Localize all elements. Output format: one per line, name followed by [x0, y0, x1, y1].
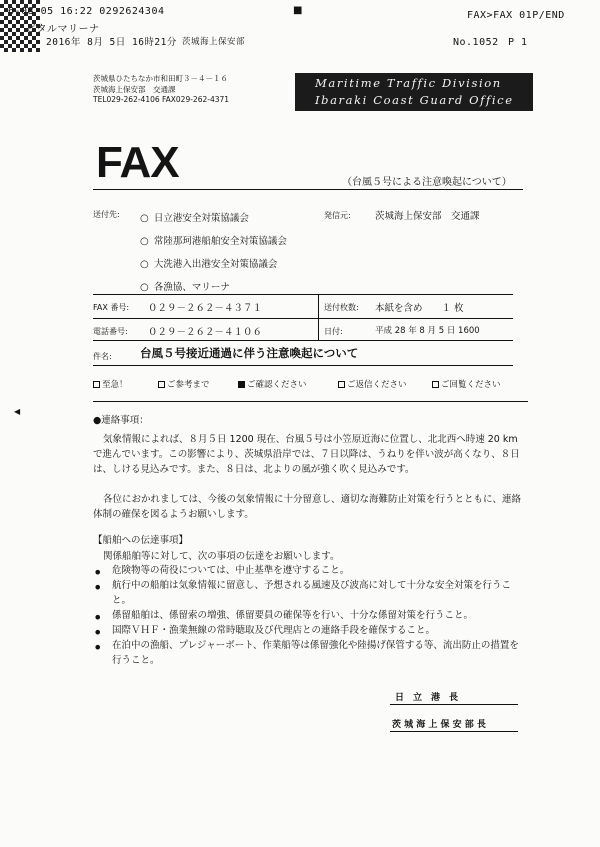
notes-para-2: 各位におかれましては、今後の気象情報に十分留意し、適切な海難防止対策を行うとともに、連絡体制の確保を図るようお願いします。 [93, 494, 522, 520]
form-line-1 [93, 294, 513, 295]
notes-heading: ●連絡事項： [93, 415, 149, 426]
bullet-icon: • [93, 638, 103, 657]
square-mark-icon: ■ [293, 5, 303, 16]
from-value: 茨城海上保安部 交通課 [375, 211, 480, 222]
checkbox-reply: ご返信ください [338, 378, 407, 390]
from-label: 発信元: [324, 211, 351, 220]
sender-office: 茨城海上保安部 交通課 [93, 85, 176, 94]
checkbox-icon [338, 381, 345, 388]
checkbox-underline [93, 401, 528, 402]
circle-icon: ○ [140, 282, 149, 293]
fax-header-line1: 6-08-05 16:22 0292624304 [8, 6, 165, 17]
checkbox-reference: ご参考まで [158, 378, 210, 390]
bullet-icon: • [93, 608, 103, 627]
date-value: 平成 28 年 8 月 5 日 1600 [375, 326, 480, 336]
subject-value: 台風５号接近通過に伴う注意喚起について [140, 346, 359, 360]
form-line-3 [93, 340, 513, 341]
recipient-3: ○ 大洗港入出港安全対策協議会 [140, 259, 278, 270]
form-line-2 [93, 318, 513, 319]
bullet-icon: • [93, 578, 103, 597]
checkbox-confirm: ご確認ください [238, 378, 307, 390]
sender-address: 茨城県ひたちなか市和田町３－４－１６ [93, 74, 228, 83]
signature-ibaraki: 茨 城 海 上 保 安 部 長 [392, 720, 486, 730]
signature-line-1 [390, 704, 518, 705]
circle-icon: ○ [140, 213, 149, 224]
checkbox-circulate: ご回覧ください [432, 378, 501, 390]
circle-icon: ○ [140, 259, 149, 270]
checkbox-icon [93, 381, 100, 388]
tel-number-value: ０２９－２６２－４１０６ [148, 327, 263, 338]
division-banner [295, 73, 533, 111]
sender-tel-fax: TEL029-262-4106 FAX029-262-4371 [93, 95, 230, 104]
pages-value: 本紙を含め １ 枚 [375, 303, 464, 314]
fax-header-date: 2016年 8月 5日 16時21分 [46, 37, 177, 48]
subject-title: （台風５号による注意喚起について） [342, 177, 512, 188]
section-intro: 関係船舶等に対して、次の事項の伝達をお願いします。 [103, 551, 340, 562]
fax-number-label: FAX 番号: [93, 303, 130, 312]
fax-header-right: FAX>FAX 01P/END [467, 10, 565, 21]
list-item-4: 国際ＶＨＦ・漁業無線の常時聴取及び代理店との連絡手段を確保すること。 [112, 625, 436, 636]
checkbox-urgent: 至急！ [93, 378, 128, 390]
signature-hitachi: 日 立 港 長 [395, 693, 459, 703]
banner-line2: Ibaraki Coast Guard Office [315, 93, 514, 107]
to-label: 送付先: [93, 210, 120, 219]
checkbox-icon [158, 381, 165, 388]
recipient-4: ○ 各漁協、マリーナ [140, 282, 230, 293]
subject-label: 件名: [93, 352, 112, 361]
recipient-2: ○ 常陸那珂港船舶安全対策協議会 [140, 236, 287, 247]
section-heading: 【船舶への伝達事項】 [93, 535, 189, 546]
fax-number-value: ０２９－２６２－４３７１ [148, 303, 263, 314]
margin-arrow-icon: ◀ [14, 407, 21, 416]
date-label: 日付: [324, 327, 343, 336]
banner-line1: Maritime Traffic Division [315, 76, 502, 90]
list-item-3: 係留船舶は、係留索の増強、係留要員の確保等を行い、十分な係留対策を行うこと。 [112, 610, 474, 621]
form-line-4 [93, 365, 513, 366]
tel-number-label: 電話番号: [93, 327, 128, 336]
list-item-2: 航行中の船舶は気象情報に留意し、予想される風速及び波高に対して十分な安全対策を行うこと。 [112, 580, 512, 606]
list-item-1: 危険物等の荷役については、中止基準を遵守すること。 [112, 565, 350, 576]
bullet-icon: • [93, 563, 103, 582]
fax-header-no: No.1052 [453, 37, 499, 48]
checkbox-checked-icon [238, 381, 245, 388]
bullet-icon: • [93, 623, 103, 642]
checkbox-icon [432, 381, 439, 388]
title-underline [93, 189, 523, 190]
fax-header-line2: ビタルマリーナ [26, 24, 100, 35]
recipient-1: ○ 日立港安全対策協議会 [140, 213, 249, 224]
circle-icon: ○ [140, 236, 149, 247]
list-item-5: 在泊中の漁船、プレジャーボート、作業船等は係留強化や陸揚げ保管する等、流出防止の措置を行うこと。 [112, 640, 519, 666]
fax-header-page: P 1 [508, 37, 528, 48]
fax-header-sender: 茨城海上保安部 [182, 37, 246, 47]
pages-label: 送付枚数: [324, 303, 359, 312]
form-divider [318, 294, 319, 340]
fax-logo: FAX [96, 138, 179, 187]
notes-para-1: 気象情報によれば、８月５日 1200 現在、台風５号は小笠原近海に位置し、北北西へ時速 20 kmで進んでいます。この影響により、茨城県沿岸では、７日以降は、うねりを伴い波が高くなり、８日は、しける見込みです。また、８日は、北よりの風が強く吹く見込みです。 [93, 434, 520, 475]
signature-line-2 [390, 731, 518, 732]
